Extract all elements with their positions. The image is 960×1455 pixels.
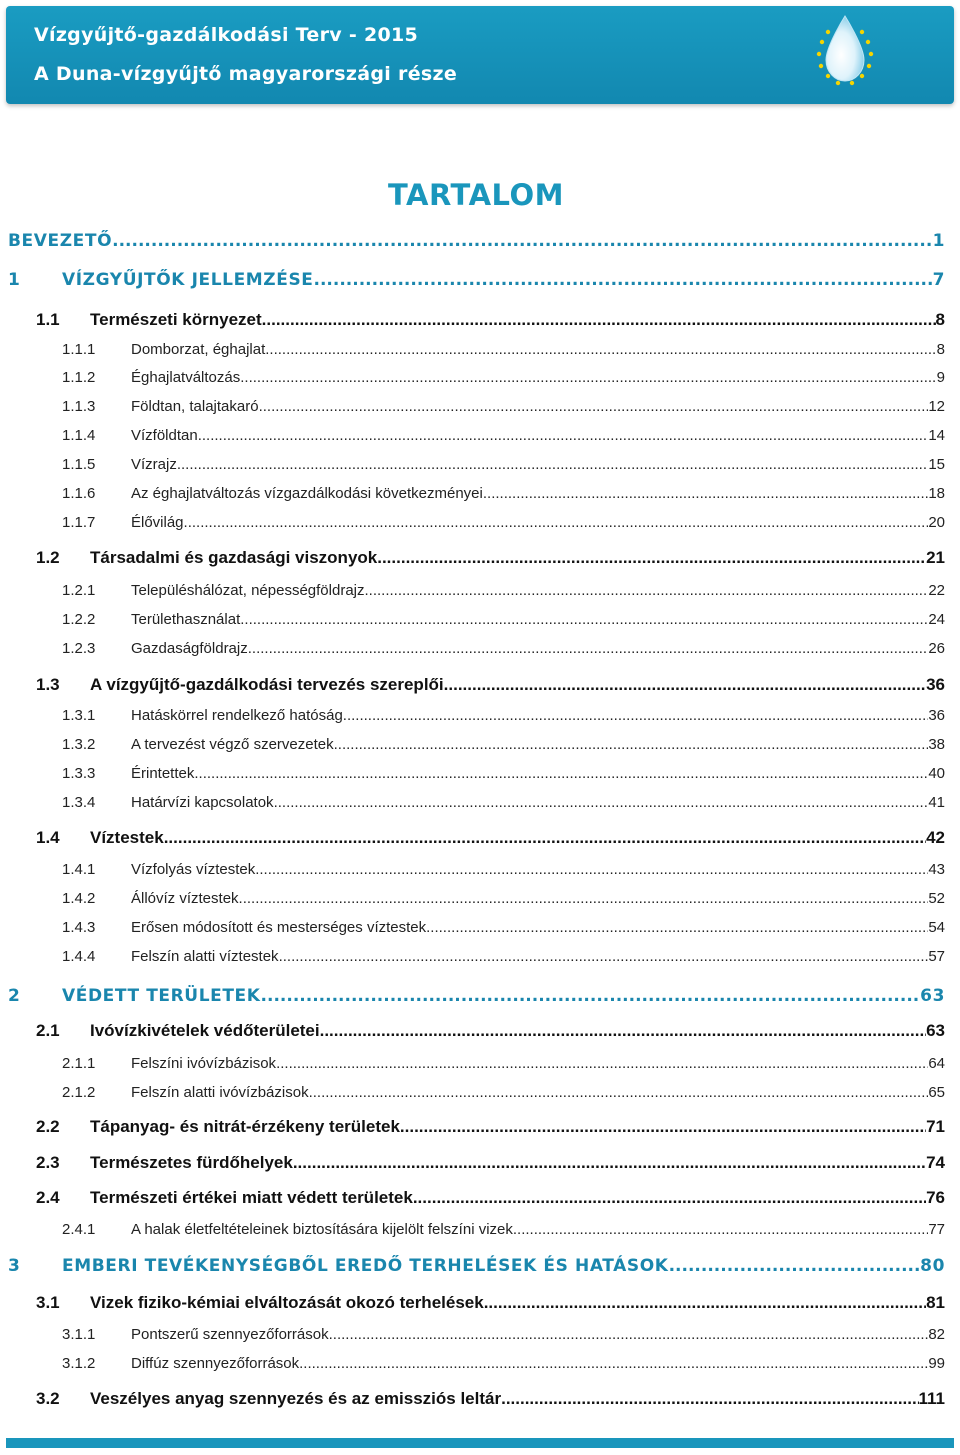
toc-entry-label: VÉDETT TERÜLETEK <box>62 986 261 1006</box>
toc-entry-number: 1 <box>8 270 21 290</box>
toc-entry-number: 1.2 <box>36 548 60 567</box>
dot-leader <box>400 1117 926 1137</box>
dot-leader <box>320 1021 926 1041</box>
toc-entry-page-number: 21 <box>926 548 945 567</box>
toc-entry-page-number: 63 <box>920 986 945 1006</box>
toc-entry-page-number: 8 <box>935 310 945 329</box>
toc-entry-number: 1.1 <box>36 310 60 329</box>
toc-entry-number: 3.1 <box>36 1293 60 1312</box>
dot-leader <box>444 675 926 695</box>
dot-leader <box>261 986 921 1006</box>
toc-entry-page-number: 63 <box>926 1021 945 1040</box>
header-title-line-1: Vízgyűjtő-gazdálkodási Terv - 2015 <box>34 24 419 46</box>
dot-leader <box>112 231 932 251</box>
toc-entry-page-number: 74 <box>926 1153 945 1172</box>
toc-entry-number: 2 <box>8 986 21 1006</box>
dot-leader <box>314 270 933 290</box>
toc-entry-page-number: 82 <box>928 1326 945 1343</box>
dot-leader <box>255 861 928 878</box>
toc-entry-page-number: 43 <box>928 861 945 878</box>
toc-entry-label: Víztestek <box>90 828 164 847</box>
toc-entry-label: Felszín alatti ivóvízbázisok <box>131 1084 309 1101</box>
toc-entry-page-number: 41 <box>928 794 945 811</box>
toc-entry-number: 1.2.1 <box>62 582 96 599</box>
toc-entry-label: A tervezést végző szervezetek <box>131 736 334 753</box>
dot-leader <box>279 948 929 965</box>
dot-leader <box>262 310 936 330</box>
toc-entry-label: Felszíni ivóvízbázisok <box>131 1055 277 1072</box>
dot-leader <box>293 1153 926 1173</box>
dot-leader <box>276 1055 928 1072</box>
toc-entry-label: Erősen módosított és mesterséges víztestek <box>131 919 427 936</box>
toc-entry-page-number: 71 <box>926 1117 945 1136</box>
toc-entry-label: Területhasználat <box>131 611 241 628</box>
toc-entry-number: 1.2.3 <box>62 640 96 657</box>
dot-leader <box>669 1256 921 1276</box>
toc-entry-label: Felszín alatti víztestek <box>131 948 279 965</box>
dot-leader <box>240 369 936 386</box>
toc-entry-number: 3.2 <box>36 1389 60 1408</box>
toc-entry-page-number: 14 <box>928 427 945 444</box>
toc-entry-page-number: 80 <box>920 1256 945 1276</box>
toc-entry-number: 3.1.2 <box>62 1355 96 1372</box>
toc-entry-page-number: 1 <box>932 231 945 251</box>
toc-entry-label: Vízföldtan <box>131 427 198 444</box>
toc-entry-page-number: 65 <box>928 1084 945 1101</box>
toc-entry-number: 2.4 <box>36 1188 60 1207</box>
toc-entry-label: Érintettek <box>131 765 195 782</box>
water-drop-eu-stars-icon <box>810 12 880 88</box>
toc-entry-label: Vizek fiziko-kémiai elváltozását okozó terhelések <box>90 1293 484 1312</box>
dot-leader <box>365 582 929 599</box>
toc-entry-page-number: 36 <box>926 675 945 694</box>
toc-entry-label: A vízgyűjtő-gazdálkodási tervezés szereplői <box>90 675 444 694</box>
toc-entry-number: 3 <box>8 1256 21 1276</box>
toc-entry-label: Településhálózat, népességföldrajz <box>131 582 365 599</box>
toc-entry-page-number: 20 <box>928 514 945 531</box>
toc-entry-label: Hatáskörrel rendelkező hatóság <box>131 707 343 724</box>
dot-leader <box>299 1355 928 1372</box>
toc-entry-label: BEVEZETŐ <box>8 231 113 251</box>
dot-leader <box>274 794 929 811</box>
dot-leader <box>259 398 929 415</box>
toc-entry-label: VÍZGYŰJTŐK JELLEMZÉSE <box>62 270 314 290</box>
toc-entry-page-number: 24 <box>928 611 945 628</box>
dot-leader <box>329 1326 929 1343</box>
dot-leader <box>198 427 929 444</box>
toc-entry-label: Állóvíz víztestek <box>131 890 239 907</box>
toc-entry-number: 2.1.2 <box>62 1084 96 1101</box>
dot-leader <box>484 1293 926 1313</box>
dot-leader <box>240 611 928 628</box>
toc-entry-label: Élővilág <box>131 514 184 531</box>
toc-entry-label: Ivóvízkivételek védőterületei <box>90 1021 320 1040</box>
toc-entry-label: Vízrajz <box>131 456 177 473</box>
toc-entry-number: 2.4.1 <box>62 1221 96 1238</box>
toc-entry-number: 1.4.2 <box>62 890 96 907</box>
dot-leader <box>164 828 926 848</box>
dot-leader <box>501 1389 918 1409</box>
toc-entry-number: 2.3 <box>36 1153 60 1172</box>
toc-entry-page-number: 81 <box>926 1293 945 1312</box>
toc-entry-number: 1.1.7 <box>62 514 96 531</box>
dot-leader <box>413 1188 926 1208</box>
toc-entry-label: Természetes fürdőhelyek <box>90 1153 293 1172</box>
toc-entry-label: Pontszerű szennyezőforrások <box>131 1326 329 1343</box>
toc-entry-page-number: 52 <box>928 890 945 907</box>
toc-entry-number: 1.4.1 <box>62 861 96 878</box>
dot-leader <box>177 456 928 473</box>
toc-entry-page-number: 64 <box>928 1055 945 1072</box>
toc-entry-number: 2.2 <box>36 1117 60 1136</box>
toc-entry-page-number: 76 <box>926 1188 945 1207</box>
toc-entry-label: Gazdaságföldrajz <box>131 640 248 657</box>
toc-entry-number: 1.3 <box>36 675 60 694</box>
toc-entry-number: 2.1.1 <box>62 1055 96 1072</box>
document-header <box>6 6 954 104</box>
toc-entry-number: 1.2.2 <box>62 611 96 628</box>
dot-leader <box>265 341 936 358</box>
toc-entry-page-number: 8 <box>936 341 945 358</box>
toc-entry-number: 2.1 <box>36 1021 60 1040</box>
toc-entry-page-number: 15 <box>928 456 945 473</box>
toc-entry-page-number: 57 <box>928 948 945 965</box>
toc-entry-number: 1.3.1 <box>62 707 96 724</box>
toc-entry-number: 1.3.3 <box>62 765 96 782</box>
dot-leader <box>483 485 928 502</box>
toc-entry-page-number: 42 <box>926 828 945 847</box>
toc-entry-label: Tápanyag- és nitrát-érzékeny területek <box>90 1117 400 1136</box>
toc-entry-number: 1.3.4 <box>62 794 96 811</box>
dot-leader <box>426 919 928 936</box>
toc-entry-number: 1.1.3 <box>62 398 96 415</box>
toc-entry-number: 1.4.3 <box>62 919 96 936</box>
toc-entry-page-number: 7 <box>932 270 945 290</box>
toc-entry-page-number: 77 <box>928 1221 945 1238</box>
toc-entry-number: 1.4 <box>36 828 60 847</box>
toc-entry-label: Természeti környezet <box>90 310 262 329</box>
toc-entry-page-number: 40 <box>928 765 945 782</box>
toc-title: TARTALOM <box>388 178 564 212</box>
toc-entry-number: 1.4.4 <box>62 948 96 965</box>
toc-entry-page-number: 26 <box>928 640 945 657</box>
dot-leader <box>343 707 929 724</box>
toc-entry-number: 1.3.2 <box>62 736 96 753</box>
toc-entry-page-number: 9 <box>936 369 945 386</box>
toc-entry-number: 1.1.5 <box>62 456 96 473</box>
dot-leader <box>239 890 929 907</box>
toc-entry-number: 3.1.1 <box>62 1326 96 1343</box>
toc-entry-number: 1.1.4 <box>62 427 96 444</box>
toc-entry-label: Éghajlatváltozás <box>131 369 241 386</box>
toc-entry-page-number: 38 <box>928 736 945 753</box>
toc-entry-label: A halak életfeltételeinek biztosítására kijelölt felszíni vizek <box>131 1221 513 1238</box>
dot-leader <box>309 1084 929 1101</box>
toc-entry-label: Vízfolyás víztestek <box>131 861 256 878</box>
toc-entry-label: Domborzat, éghajlat <box>131 341 266 358</box>
toc-entry-number: 1.1.6 <box>62 485 96 502</box>
toc-entry-label: Földtan, talajtakaró <box>131 398 259 415</box>
toc-entry-page-number: 18 <box>928 485 945 502</box>
toc-entry-page-number: 22 <box>928 582 945 599</box>
dot-leader <box>513 1221 928 1238</box>
toc-entry-page-number: 54 <box>928 919 945 936</box>
toc-entry-label: Diffúz szennyezőforrások <box>131 1355 300 1372</box>
toc-entry-number: 1.1.1 <box>62 341 96 358</box>
dot-leader <box>334 736 929 753</box>
toc-entry-label: Határvízi kapcsolatok <box>131 794 274 811</box>
toc-entry-page-number: 111 <box>918 1389 945 1408</box>
toc-entry-label: Társadalmi és gazdasági viszonyok <box>90 548 378 567</box>
dot-leader <box>194 765 928 782</box>
toc-entry-label: Veszélyes anyag szennyezés és az emissziós leltár <box>90 1389 502 1408</box>
footer-bar <box>6 1438 954 1448</box>
header-title-line-2: A Duna-vízgyűjtő magyarországi része <box>34 63 458 85</box>
toc-entry-label: EMBERI TEVÉKENYSÉGBŐL EREDŐ TERHELÉSEK ÉS HATÁSOK <box>62 1256 669 1276</box>
dot-leader <box>184 514 929 531</box>
toc-entry-page-number: 12 <box>928 398 945 415</box>
toc-entry-page-number: 99 <box>928 1355 945 1372</box>
toc-entry-number: 1.1.2 <box>62 369 96 386</box>
dot-leader <box>248 640 929 657</box>
toc-entry-page-number: 36 <box>928 707 945 724</box>
dot-leader <box>377 548 926 568</box>
toc-entry-label: Az éghajlatváltozás vízgazdálkodási következményei <box>131 485 483 502</box>
toc-entry-label: Természeti értékei miatt védett területek <box>90 1188 413 1207</box>
